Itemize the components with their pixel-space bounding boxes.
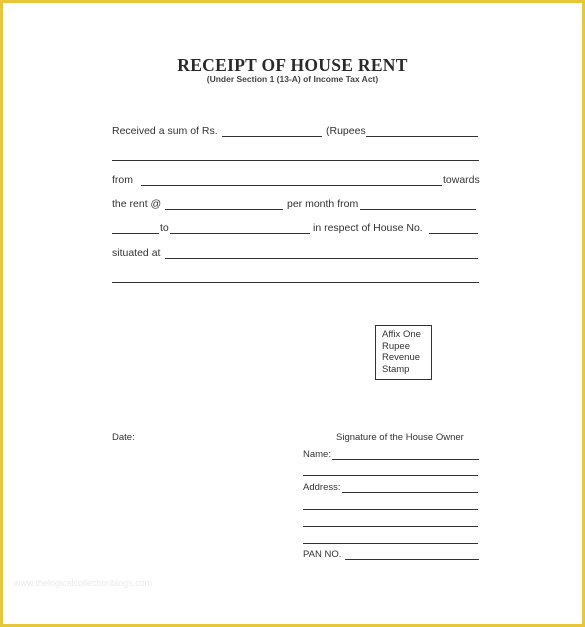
situated-label: situated at [112,247,161,259]
situated-address-line [165,258,478,259]
watermark-text: www.thelogicalcollectionblogs.com [14,578,153,588]
document-subtitle: (Under Section 1 (13-A) of Income Tax Act) [206,74,379,84]
pan-label: PAN NO. [303,549,342,560]
address-label: Address: [303,482,341,493]
address-continued-line [112,282,479,283]
revenue-stamp-box [375,325,432,380]
rupees-words-line [366,136,478,137]
rupees-continued-line [112,160,479,161]
stamp-line-2: Rupee [382,340,410,352]
from-label: from [112,174,133,186]
document-title: RECEIPT OF HOUSE RENT [177,55,408,75]
towards-label: towards [443,174,480,186]
name-field-line [332,459,479,460]
owner-address-line-4 [303,543,478,544]
house-number-line [429,233,478,234]
from-date-line [360,209,476,210]
rupees-label: (Rupees [326,125,366,137]
rent-label: the rent @ [112,198,162,210]
amount-field-line [222,136,322,137]
stamp-line-1: Affix One [382,329,421,340]
signature-label: Signature of the House Owner [336,432,464,443]
date-label: Date: [112,432,135,443]
month-start-line [112,233,159,234]
name-label: Name: [303,449,331,460]
stamp-line-3: Revenue [382,352,421,363]
to-date-line [170,233,310,234]
per-month-label: per month from [287,198,359,210]
owner-address-line-2 [303,509,478,510]
in-respect-label: in respect of House No. [313,222,423,234]
stamp-line-4: Stamp [382,363,410,375]
to-label: to [160,222,169,234]
from-name-line [141,185,442,186]
owner-address-line-1 [342,492,478,493]
owner-address-line-3 [303,526,478,527]
pan-field-line [345,559,479,560]
name-continued-line [303,475,478,476]
rent-amount-line [165,209,283,210]
received-label: Received a sum of Rs. [112,125,218,137]
